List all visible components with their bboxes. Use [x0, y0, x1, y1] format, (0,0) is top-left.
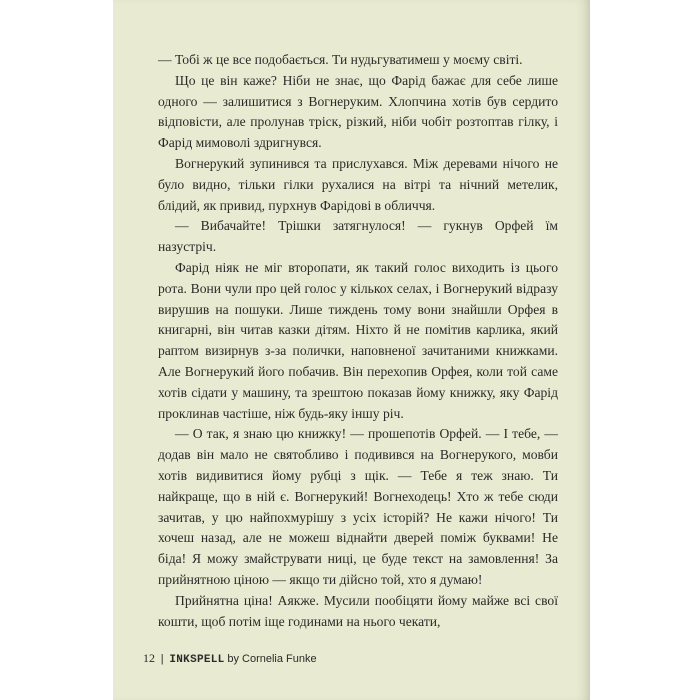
paragraph-2: Що це він каже? Ніби не знає, що Фарід бажає для себе лише одного — залишитися з Вогнеруким. Хлопчина хотів був сердито відповісти, але пролунав тріск, різкий, ніби чобіт розтоптав гілку, і Фарід мимоволі здригнувся. [158, 72, 558, 151]
book-page [113, 0, 590, 700]
body-text [158, 50, 558, 632]
paragraph-4: — Вибачайте! Трішки затягнулося! — гукнув Орфей їм назустріч. [158, 218, 558, 255]
paragraph-7: Прийнятна ціна! Аякже. Мусили пообіцяти йому майже всі свої кошти, щоб потім іще годинами на нього чекати, [158, 592, 558, 629]
paragraph-5: Фарід ніяк не міг второпати, як такий голос виходить із цього рота. Вони чули про цей голос у кількох селах, і Вогнерукий відразу вирушив на пошуки. Лише тиждень тому вони знайшли Орфея в книгарні, він читав казки дітям. Ніхто й не помітив карлика, який раптом визирнув з-за полички, наповненої зачитаними книжками. Але Вогнерукий його побачив. Він перехопив Орфея, коли той саме хотів сідати у машину, та зрештою показав йому книжку, яку Фарід проклинав частіше, ніж будь-яку іншу річ. [158, 259, 558, 421]
page-number: 12 [143, 651, 155, 665]
paragraph-1: — Тобі ж це все подобається. Ти нудьгуватимеш у моєму світі. [158, 52, 523, 67]
running-author-credit: by Cornelia Funke [227, 653, 317, 665]
footer-separator: | [160, 653, 164, 665]
page-footer [143, 651, 317, 667]
running-book-title: INKSPELL [169, 654, 225, 666]
paragraph-3: Вогнерукий зупинився та прислухався. Між деревами нічого не було видно, тільки гілки рухалися на вітрі та нічний метелик, блідий, як привид, пурхнув Фарідові в обличчя. [158, 155, 558, 213]
paragraph-6: — О так, я знаю цю книжку! — прошепотів Орфей. — І тебе, — додав він мало не святобливо і подивився на Вогнерукого, мовби хотів видивитися йому рубці з щік. — Тебе я теж знаю. Ти найкраще, що в ній є. Вогнерукий! Вогнеходець! Хто ж тебе сюди зачитав, у цю найпохмурішу з усіх історій? Не кажи нічого! Ти хочеш назад, але не можеш віднайти дверей поміж буквами! Не біда! Я можу змайструвати ниці, це буде текст на замовлення! За прийнятною ціною — якщо ти дійсно той, хто я думаю! [158, 426, 558, 587]
